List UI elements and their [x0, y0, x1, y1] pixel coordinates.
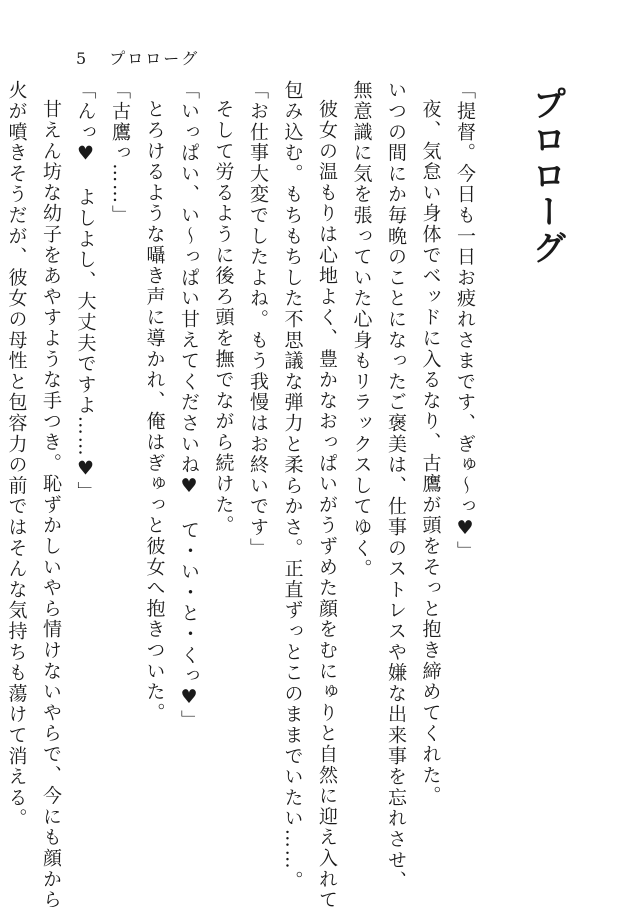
- dialogue-line: 「お仕事大変でしたよね。もう我慢はお終いです」: [247, 80, 269, 559]
- narration-line: そして労るように後ろ頭を撫でながら続けた。: [212, 99, 235, 536]
- dialogue-line: 「古鷹っ……」: [109, 80, 131, 226]
- narration-line: 甘えん坊な幼子をあやすような手つき。恥ずかしいやら情けないやらで、今にも顔から: [40, 99, 62, 910]
- narration-line: 夜、気怠い身体でベッドに入るなり、古鷹が頭をそっと抱き締めてくれた。: [419, 99, 442, 807]
- dialogue-line: 「提督。今日も一日お疲れさまです、ぎゅ〜っ♥」: [454, 80, 476, 562]
- dialogue-line: 「んっ♥ よしよし、大丈夫ですよ……♥」: [74, 80, 97, 502]
- dialogue-line: 「いっぱい、い〜っぱい甘えてくださいね♥ て・い・と・くっ♥」: [178, 80, 200, 731]
- page-number: 5: [76, 49, 89, 68]
- narration-line: いつの間にか毎晩のことになったご褒美は、仕事のストレスや嫌な出来事を忘れさせ、: [385, 80, 407, 892]
- narration-line: 無意識に気を張っていた心身もリラックスしてゆく。: [350, 80, 373, 580]
- narration-line: 火が噴きそうだが、彼女の母性と包容力の前ではそんな気持ちも蕩けて消える。: [5, 80, 28, 829]
- narration-line: 包み込む。もちもちした不思議な弾力と柔らかさ。正直ずっとこのままでいたい……。: [281, 80, 304, 892]
- running-title: プロローグ: [109, 49, 200, 68]
- body-text: [0, 80, 576, 910]
- narration-line: 彼女の温もりは心地よく、豊かなおっぱいがうずめた顔をむにゅりと自然に迎え入れて: [316, 99, 338, 910]
- narration-line: とろけるような囁き声に導かれ、俺はぎゅっと彼女へ抱きついた。: [143, 99, 166, 723]
- running-header: [76, 46, 199, 69]
- chapter-title: プロローグ: [526, 86, 566, 266]
